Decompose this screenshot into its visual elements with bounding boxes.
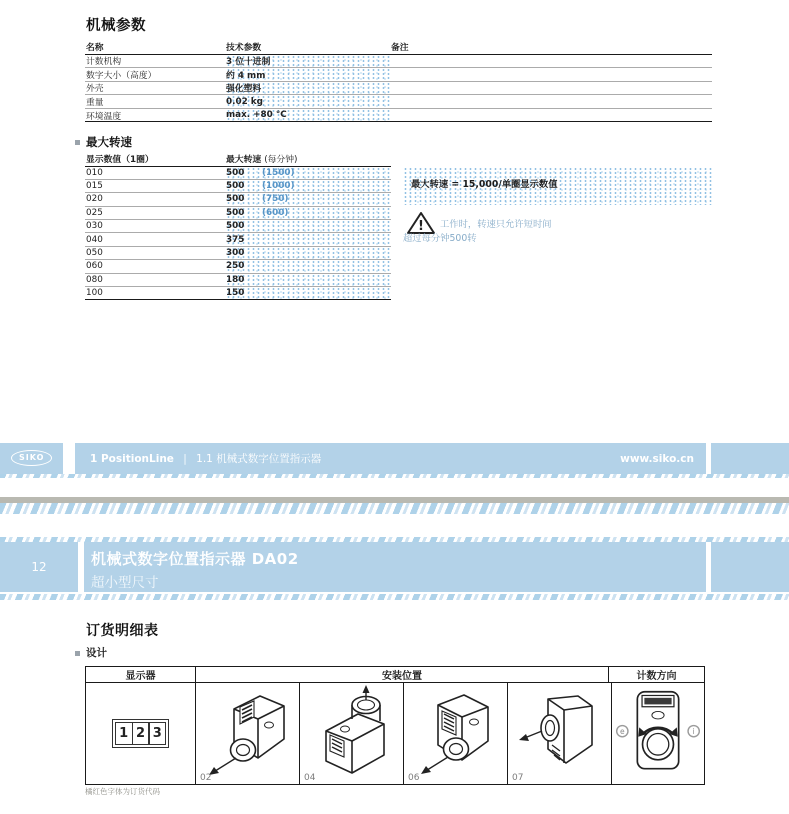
- speed-value: 250: [226, 261, 245, 272]
- product-title-band: [84, 542, 706, 592]
- table-row: [85, 82, 712, 96]
- cell-name: 计数机构: [86, 57, 122, 68]
- digit-box: 2: [132, 722, 150, 745]
- digit-box: 1: [115, 722, 133, 745]
- cell-speed: [226, 247, 391, 259]
- cell-value: 0.02 kg: [226, 95, 391, 108]
- position-code: 02: [200, 773, 212, 783]
- design-table-body: [86, 683, 704, 784]
- product-title: 机械式数字位置指示器 DA02: [91, 550, 299, 568]
- table-row: [85, 233, 391, 246]
- cell-display: 100: [86, 288, 103, 299]
- cell-name: 环境温度: [86, 111, 122, 122]
- col-header-name: 名称: [86, 43, 104, 54]
- speed-value: 500: [226, 194, 245, 205]
- table-row: [85, 68, 712, 82]
- footer-breadcrumb: [90, 443, 321, 476]
- col-header-speed-main: 最大转速: [226, 155, 262, 166]
- speed-paren-value: (1000): [262, 181, 295, 192]
- mech-params-table: [85, 40, 712, 122]
- cell-name: 数字大小（高度）: [86, 70, 157, 81]
- device-illustration-shaft-left-icon: [508, 683, 611, 784]
- cell-speed: [226, 180, 391, 192]
- digit-display-illustration: [112, 719, 170, 748]
- cell-display: 020: [86, 194, 103, 205]
- position-code: 06: [408, 773, 420, 783]
- table-row: [85, 287, 391, 300]
- warning-mark: !: [418, 219, 424, 234]
- table-row: [85, 180, 391, 193]
- cell-display: 040: [86, 234, 103, 245]
- counting-direction-illustration: [612, 683, 704, 784]
- table-row: [85, 95, 712, 109]
- cell-value: 3 位十进制: [226, 55, 391, 68]
- speed-paren-value: (1500): [262, 167, 295, 178]
- footer-right-cell: [711, 443, 789, 476]
- design-options-table: [85, 666, 705, 785]
- cell-display: 015: [86, 181, 103, 192]
- cell-speed: [226, 167, 391, 179]
- title-band-right-cell: [711, 542, 789, 592]
- warning-text-line2: 超过每分钟500转: [403, 233, 477, 244]
- siko-logo: SIKO: [11, 450, 52, 466]
- digit-box: 3: [148, 722, 166, 745]
- speed-value: 300: [226, 248, 245, 259]
- page-edge-texture: [0, 503, 789, 514]
- footer-chapter: 1 PositionLine: [90, 453, 174, 465]
- col-header-counting-direction: 计数方向: [636, 671, 677, 682]
- page-number-cell: 12: [0, 542, 78, 592]
- col-header-mounting-position: 安装位置: [196, 667, 609, 682]
- col-header-speed-sub: (每分钟): [264, 155, 298, 166]
- cell-display: 030: [86, 221, 103, 232]
- table-header-row: [85, 152, 391, 167]
- table-row: [85, 167, 391, 180]
- col-header-note: 备注: [391, 43, 409, 54]
- footer-divider: |: [183, 453, 187, 465]
- mounting-position-cell: [300, 683, 404, 784]
- table-row: [85, 220, 391, 233]
- title-band-bottom-texture: [0, 594, 789, 600]
- position-code: 07: [512, 773, 524, 783]
- speed-value: 500: [226, 181, 245, 192]
- footer-section: 1.1 机械式数字位置指示器: [196, 453, 322, 465]
- mounting-position-cell: [508, 683, 612, 784]
- cell-speed: [226, 233, 391, 245]
- cell-value: 约 4 mm: [226, 68, 391, 81]
- cell-display: 060: [86, 261, 103, 272]
- max-speed-table: [85, 152, 391, 300]
- device-illustration-shaft-bottom-front-icon: [404, 683, 507, 784]
- speed-value: 180: [226, 274, 245, 285]
- mech-params-title: 机械参数: [86, 18, 146, 34]
- cell-speed: [226, 287, 391, 299]
- cell-speed: [226, 193, 391, 205]
- speed-paren-value: (750): [262, 194, 289, 205]
- table-header-row: [85, 40, 712, 55]
- device-illustration-shaft-top-icon: [300, 683, 403, 784]
- table-row: [85, 109, 712, 123]
- max-speed-formula: 最大转速 = 15,000/单圈显示数值: [411, 179, 558, 190]
- warning-text-line1: 工作时，转速只允许短时间: [440, 219, 552, 230]
- cell-speed: [226, 260, 391, 272]
- order-code-footnote: 橘红色字体为订货代码: [85, 787, 160, 796]
- speed-value: 150: [226, 288, 245, 299]
- position-code: 04: [304, 773, 316, 783]
- cell-value: max. +80 °C: [226, 109, 391, 122]
- col-header-value: 技术参数: [226, 43, 262, 54]
- speed-paren-value: (600): [262, 207, 289, 218]
- section-bullet: [75, 140, 80, 145]
- table-row: [85, 55, 712, 69]
- footer-edge-texture: [0, 474, 789, 478]
- footer-website-link[interactable]: www.siko.cn: [620, 453, 694, 465]
- footer-band: [75, 443, 706, 476]
- counting-direction-cell: [612, 683, 704, 784]
- display-unit-cell: [86, 683, 196, 784]
- table-row: [85, 193, 391, 206]
- cell-name: 外壳: [86, 84, 104, 95]
- footer-logo-cell: [0, 443, 63, 476]
- max-speed-note-box: [403, 167, 713, 205]
- max-speed-title: 最大转速: [86, 135, 132, 149]
- device-illustration-shaft-bottom-left-icon: [196, 683, 299, 784]
- cell-speed: [226, 220, 391, 232]
- cell-display: 025: [86, 207, 103, 218]
- cell-name: 重量: [86, 98, 104, 109]
- col-header-display-unit: 显示器: [86, 667, 196, 682]
- speed-value: 500: [226, 207, 245, 218]
- product-subtitle: 超小型尺寸: [91, 575, 159, 591]
- speed-value: 375: [226, 234, 245, 245]
- design-table-header: [86, 667, 704, 683]
- col-header-display: 显示数值（1圈）: [86, 155, 154, 166]
- cell-display: 010: [86, 167, 103, 178]
- speed-value: 500: [226, 221, 245, 232]
- cell-speed: [226, 274, 391, 286]
- order-details-title: 订货明细表: [86, 623, 159, 639]
- cell-display: 080: [86, 274, 103, 285]
- table-row: [85, 260, 391, 273]
- direction-label-e: e: [620, 726, 625, 736]
- design-subtitle: 设计: [86, 647, 107, 659]
- table-row: [85, 207, 391, 220]
- direction-label-i: i: [692, 726, 695, 736]
- section-bullet: [75, 651, 80, 656]
- cell-speed: [226, 207, 391, 219]
- table-row: [85, 274, 391, 287]
- mounting-position-cell: [404, 683, 508, 784]
- mounting-position-cell: [196, 683, 300, 784]
- col-header-speed: [226, 152, 391, 166]
- table-row: [85, 247, 391, 260]
- cell-display: 050: [86, 248, 103, 259]
- speed-value: 500: [226, 167, 245, 178]
- cell-value: 强化塑料: [226, 82, 391, 95]
